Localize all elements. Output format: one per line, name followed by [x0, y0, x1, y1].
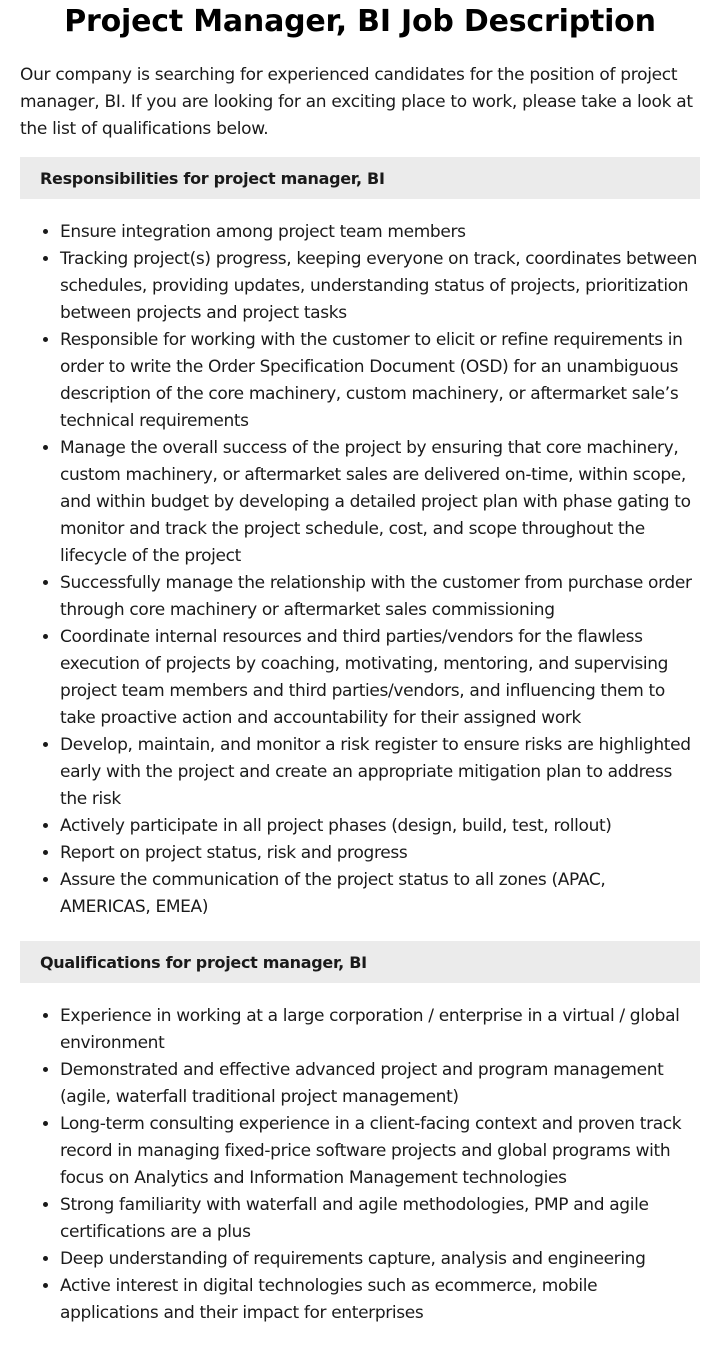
- list-item: • Actively participate in all project phases (design, build, test, rollout): [60, 813, 700, 840]
- list-item: • Demonstrated and effective advanced project and program management (agile, waterfall traditional project management): [60, 1057, 700, 1111]
- intro-paragraph: Our company is searching for experienced candidates for the position of project manager, BI. If you are looking for an exciting place to work, please take a look at the list of qualifications below.: [20, 65, 693, 139]
- list-item: • Report on project status, risk and progress: [60, 840, 700, 867]
- list-item: • Tracking project(s) progress, keeping everyone on track, coordinates between schedules, providing updates, understanding status of projects, prioritization between projects and project tasks: [60, 246, 700, 327]
- list-item: • Experience in working at a large corporation / enterprise in a virtual / global environment: [60, 1003, 700, 1057]
- qualifications-list: [20, 1003, 700, 1327]
- list-item: • Deep understanding of requirements capture, analysis and engineering: [60, 1246, 700, 1273]
- list-item: • Responsible for working with the customer to elicit or refine requirements in order to write the Order Specification Document (OSD) for an unambiguous description of the core machinery, custom machinery, or aftermarket sale’s technical requirements: [60, 327, 700, 435]
- page-title: Project Manager, BI Job Description: [64, 4, 656, 39]
- list-item: • Manage the overall success of the project by ensuring that core machinery, custom machinery, or aftermarket sales are delivered on-time, within scope, and within budget by developing a detailed project plan with phase gating to monitor and track the project schedule, cost, and scope throughout the lifecycle of the project: [60, 435, 700, 570]
- list-item: • Develop, maintain, and monitor a risk register to ensure risks are highlighted early with the project and create an appropriate mitigation plan to address the risk: [60, 732, 700, 813]
- responsibilities-list: [20, 219, 700, 921]
- list-item: • Ensure integration among project team members: [60, 219, 700, 246]
- list-item: • Assure the communication of the project status to all zones (APAC, AMERICAS, EMEA): [60, 867, 700, 921]
- list-item: • Successfully manage the relationship with the customer from purchase order through core machinery or aftermarket sales commissioning: [60, 570, 700, 624]
- list-item: • Long-term consulting experience in a client-facing context and proven track record in managing fixed-price software projects and global programs with focus on Analytics and Information Management technologies: [60, 1111, 700, 1192]
- list-item: • Strong familiarity with waterfall and agile methodologies, PMP and agile certifications are a plus: [60, 1192, 700, 1246]
- list-item: • Active interest in digital technologies such as ecommerce, mobile applications and their impact for enterprises: [60, 1273, 700, 1327]
- qualifications-heading: Qualifications for project manager, BI: [20, 941, 700, 983]
- responsibilities-heading: Responsibilities for project manager, BI: [20, 157, 700, 199]
- list-item: • Coordinate internal resources and third parties/vendors for the flawless execution of projects by coaching, motivating, mentoring, and supervising project team members and third parties/vendors, and influencing them to take proactive action and accountability for their assigned work: [60, 624, 700, 732]
